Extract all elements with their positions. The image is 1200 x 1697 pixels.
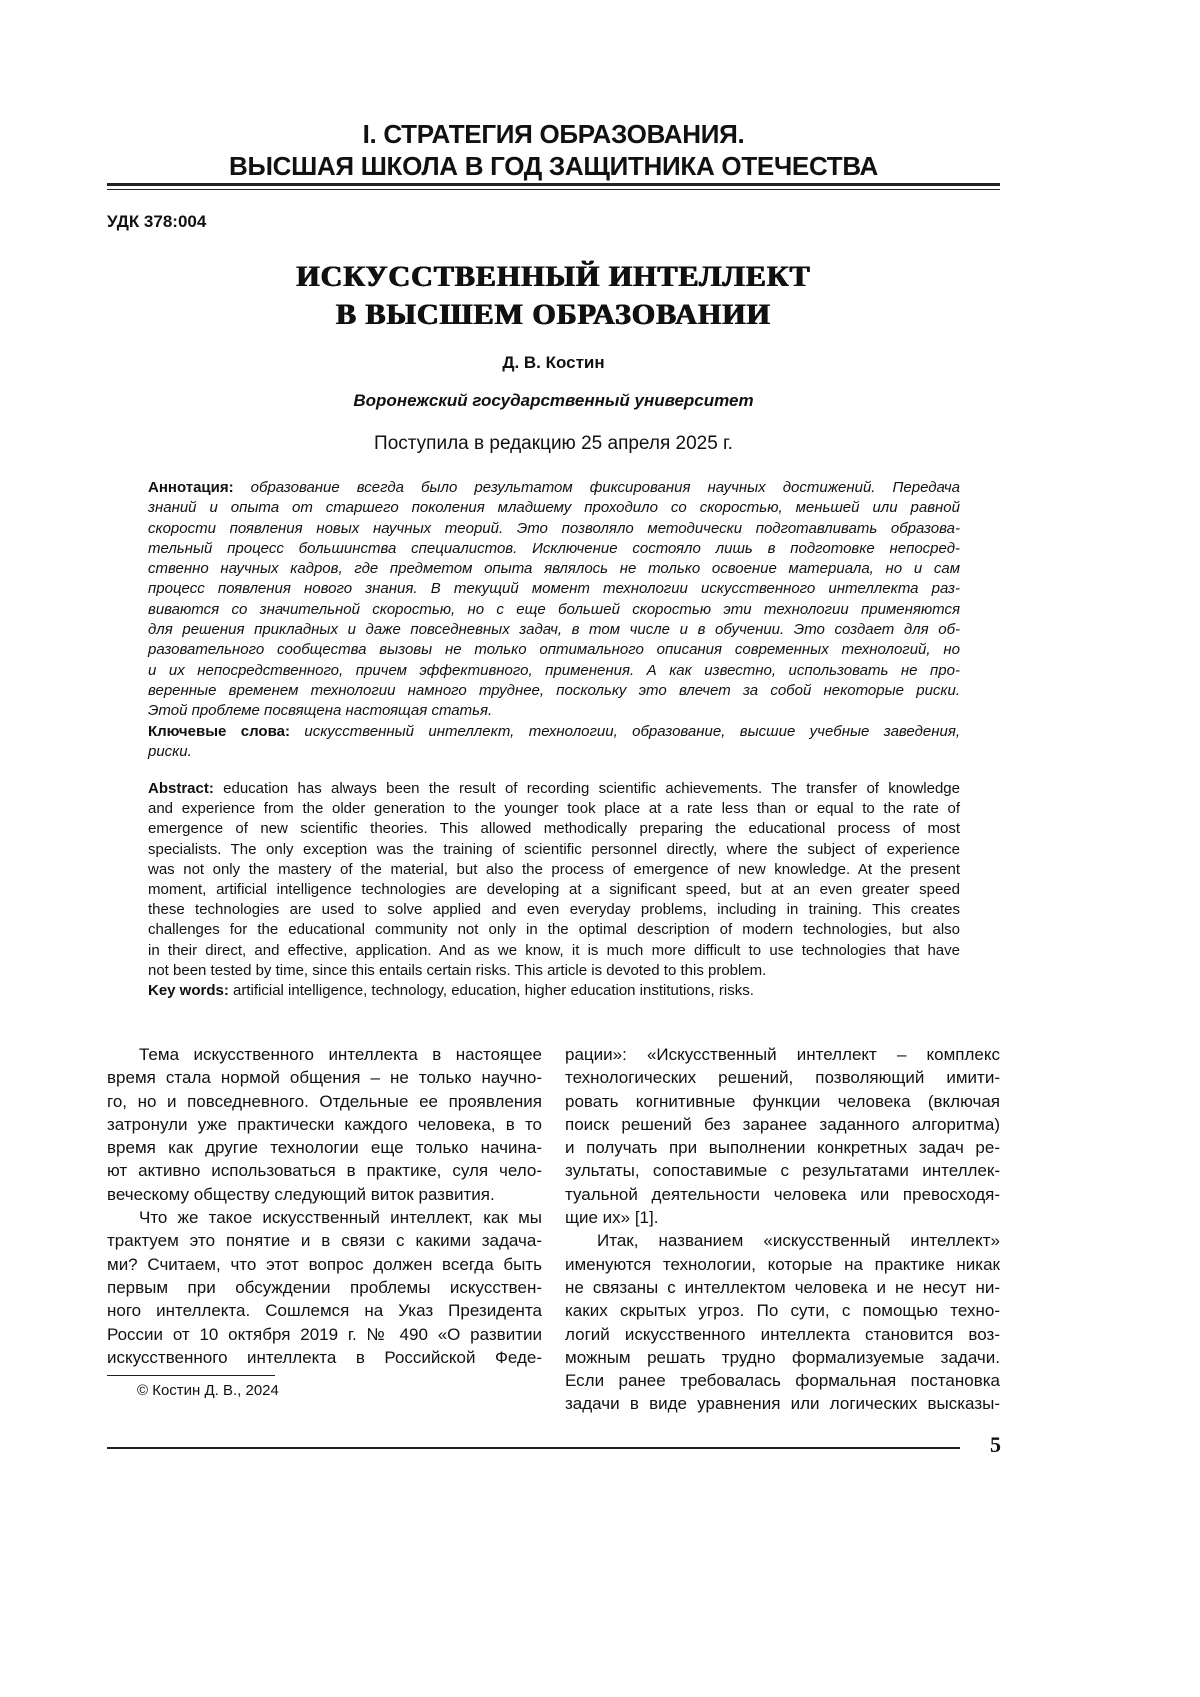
annotation-line — [148, 701, 960, 721]
keywords-ru — [148, 722, 960, 763]
abstract-text: challenges for the educational community not only in the optimal description of modern technologies, but also — [148, 921, 960, 938]
annotation-label: Аннотация: — [148, 479, 234, 496]
footnote-rule — [107, 1375, 275, 1376]
section-heading-line: I. СТРАТЕГИЯ ОБРАЗОВАНИЯ. — [107, 118, 1000, 150]
annotation-text: скорости появления новых научных теорий. Это позволяло методически подготавливать образова- — [148, 520, 960, 537]
annotation-line — [148, 498, 960, 518]
footer-rule — [107, 1447, 960, 1449]
body-column-right — [565, 1043, 1000, 1416]
body-text-line: каких скрытых угроз. По сути, с помощью техно- — [565, 1299, 1000, 1322]
body-text-line: щие их» [1]. — [565, 1206, 1000, 1229]
keywords-en-label: Key words: — [148, 982, 229, 999]
keywords-ru-line — [148, 722, 960, 742]
annotation-text: и их непосредственного, причем эффективного, применения. А как известно, использовать не про- — [148, 662, 960, 679]
abstract-text: not been tested by time, since this entails certain risks. This article is devoted to this problem. — [148, 962, 766, 979]
copyright-footnote: © Костин Д. В., 2024 — [137, 1382, 279, 1399]
body-text-line: России от 10 октября 2019 г. № 490 «О развитии — [107, 1323, 542, 1346]
abstract-line — [148, 799, 960, 819]
annotation-line — [148, 539, 960, 559]
body-text-line: веческому обществу следующий виток развития. — [107, 1183, 542, 1206]
abstract-line — [148, 880, 960, 900]
annotation-line — [148, 600, 960, 620]
body-text-line: логий искусственного интеллекта становится воз- — [565, 1323, 1000, 1346]
keywords-ru-text: риски. — [148, 743, 192, 760]
udk-code: УДК 378:004 — [107, 212, 206, 232]
body-text-line: и получать при выполнении конкретных задач ре- — [565, 1136, 1000, 1159]
annotation-text: Этой проблеме посвящена настоящая статья. — [148, 702, 492, 719]
keywords-en-line — [148, 981, 960, 1001]
abstract-text: these technologies are used to solve applied and even everyday problems, including in training. This creates — [148, 901, 960, 918]
abstract-line — [148, 900, 960, 920]
body-text-line: затронули уже практически каждого человека, в то — [107, 1113, 542, 1136]
abstract-en — [148, 779, 960, 1001]
article-title — [107, 258, 1000, 334]
annotation-text: ственно научных кадров, где предметом опыта являлось не только освоение материала, но и сам — [148, 560, 960, 577]
body-text-line: технологических решений, позволяющий имити- — [565, 1066, 1000, 1089]
body-text-line: поиск решений без заранее заданного алгоритма) — [565, 1113, 1000, 1136]
body-text-line: ют активно использоваться в практике, суля чело- — [107, 1159, 542, 1182]
abstract-text: moment, artificial intelligence technologies are developing at a significant speed, but at an even greater speed — [148, 881, 960, 898]
abstract-line — [148, 779, 960, 799]
annotation-line — [148, 579, 960, 599]
affiliation: Воронежский государственный университет — [107, 391, 1000, 411]
keywords-ru-label: Ключевые слова: — [148, 723, 290, 740]
abstract-line — [148, 860, 960, 880]
annotation-line — [148, 661, 960, 681]
annotation-text: знаний и опыта от старшего поколения младшему проходило со скоростью, меньшей или равной — [148, 499, 960, 516]
annotation-line — [148, 620, 960, 640]
abstract-text: education has always been the result of recording scientific achievements. The transfer of knowledge — [214, 780, 960, 797]
page-number: 5 — [990, 1432, 1001, 1458]
body-text-line: ми? Считаем, что этот вопрос должен всегда быть — [107, 1253, 542, 1276]
annotation-text: разовательного сообщества вызовы не только оптимального описания современных технологий, но — [148, 641, 960, 658]
abstract-line — [148, 819, 960, 839]
abstract-text: in their direct, and effective, application. And as we know, it is much more difficult to use technologies that have — [148, 942, 960, 959]
abstract-label: Abstract: — [148, 780, 214, 797]
abstract-text: and experience from the older generation to the younger took place at a rate less than or equal to the rate of — [148, 800, 960, 817]
annotation-line — [148, 559, 960, 579]
article-title-line: В ВЫСШЕМ ОБРАЗОВАНИИ — [107, 296, 1000, 334]
keywords-en-text: artificial intelligence, technology, education, higher education institutions, risks. — [229, 982, 754, 999]
body-text-line: задачи в виде уравнения или логических высказы- — [565, 1392, 1000, 1415]
annotation-text: процесс появления нового знания. В текущий момент технологии искусственного интеллекта раз- — [148, 580, 960, 597]
body-text-line: Если ранее требовалась формальная постановка — [565, 1369, 1000, 1392]
abstract-line — [148, 920, 960, 940]
annotation-line — [148, 478, 960, 498]
annotation-text: тельный процесс большинства специалистов. Исключение состояло лишь в подготовке непосред- — [148, 540, 960, 557]
body-text-line: ровать когнитивные функции человека (включая — [565, 1090, 1000, 1113]
body-text-line: Что же такое искусственный интеллект, как мы — [107, 1206, 542, 1229]
header-rule-thin — [107, 189, 1000, 190]
abstract-text: emergence of new scientific theories. This allowed methodically preparing the educational process of most — [148, 820, 960, 837]
section-heading — [107, 118, 1000, 182]
abstract-text: specialists. The only exception was the training of scientific personnel directly, where the subject of experience — [148, 841, 960, 858]
body-text-line: время как другие технологии еще только начина- — [107, 1136, 542, 1159]
body-column-left — [107, 1043, 542, 1369]
body-text-line: Итак, названием «искусственный интеллект» — [565, 1229, 1000, 1252]
body-text-line: ного интеллекта. Сошлемся на Указ Президента — [107, 1299, 542, 1322]
article-title-line: ИСКУССТВЕННЫЙ ИНТЕЛЛЕКТ — [107, 258, 1000, 296]
body-text-line: искусственного интеллекта в Российской Феде- — [107, 1346, 542, 1369]
annotation-text: веренные временем технологии намного труднее, поскольку это влечет за собой некоторые риски. — [148, 682, 960, 699]
body-text-line: можным решать трудно формализуемые задачи. — [565, 1346, 1000, 1369]
section-heading-line: ВЫСШАЯ ШКОЛА В ГОД ЗАЩИТНИКА ОТЕЧЕСТВА — [107, 150, 1000, 182]
author: Д. В. Костин — [107, 353, 1000, 373]
abstract-line — [148, 961, 960, 981]
body-text-line: не связаны с интеллектом человека и не несут ни- — [565, 1276, 1000, 1299]
annotation-line — [148, 519, 960, 539]
header-rule — [107, 183, 1000, 186]
body-text-line: зультаты, сопоставимые с результатами интеллек- — [565, 1159, 1000, 1182]
body-text-line: именуются технологии, которые на практике никак — [565, 1253, 1000, 1276]
body-text-line: туальной деятельности человека или превосходя- — [565, 1183, 1000, 1206]
body-text-line: трактуем это понятие и в связи с какими задача- — [107, 1229, 542, 1252]
annotation-text: образование всегда было результатом фиксирования научных достижений. Передача — [234, 479, 960, 496]
body-text-line: рации»: «Искусственный интеллект – комплекс — [565, 1043, 1000, 1066]
keywords-ru-text: искусственный интеллект, технологии, образование, высшие учебные заведения, — [290, 723, 960, 740]
annotation-line — [148, 640, 960, 660]
body-text-line: первым при обсуждении проблемы искусствен- — [107, 1276, 542, 1299]
keywords-ru-line — [148, 742, 960, 762]
abstract-line — [148, 840, 960, 860]
body-text-line: время стала нормой общения – не только научно- — [107, 1066, 542, 1089]
body-text-line: Тема искусственного интеллекта в настоящее — [107, 1043, 542, 1066]
annotation-ru — [148, 478, 960, 722]
received-date: Поступила в редакцию 25 апреля 2025 г. — [107, 433, 1000, 455]
annotation-text: для решения прикладных и даже повседневных задач, в том числе и в обучении. Это создает для об- — [148, 621, 960, 638]
abstract-line — [148, 941, 960, 961]
annotation-text: виваются со значительной скоростью, но с еще большей скоростью эти технологии применяются — [148, 601, 960, 618]
annotation-line — [148, 681, 960, 701]
body-text-line: го, но и повседневного. Отдельные ее проявления — [107, 1090, 542, 1113]
abstract-text: was not only the mastery of the material, but also the process of emergence of new knowledge. At the present — [148, 861, 960, 878]
